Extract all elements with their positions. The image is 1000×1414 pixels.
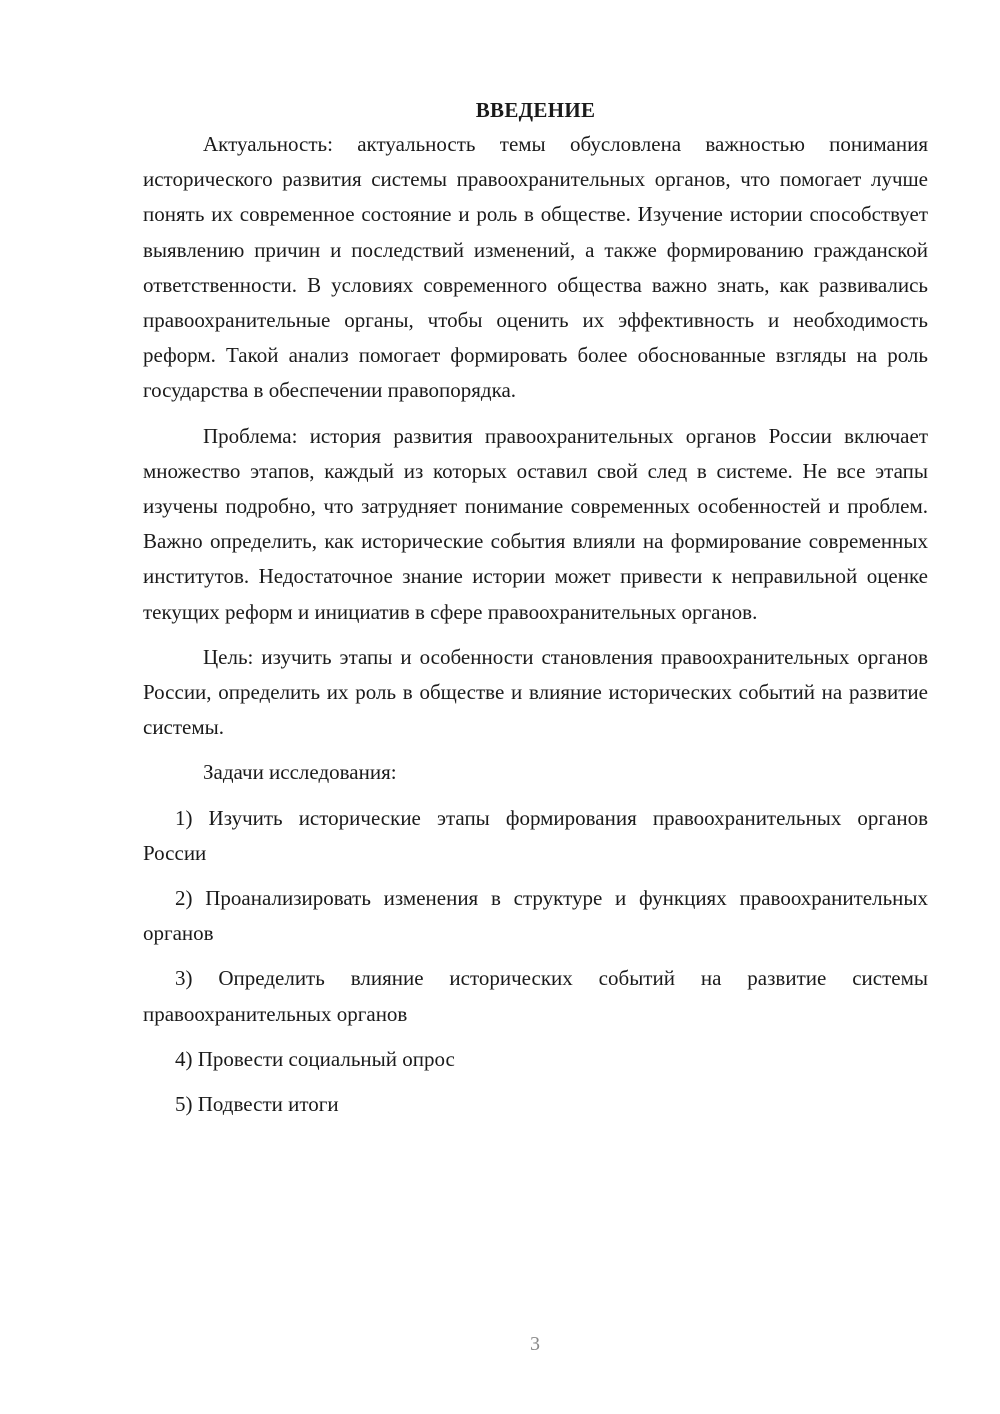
paragraph-tasks-heading: Задачи исследования: [203,760,397,785]
task-item-4: 4) Провести социальный опрос [175,1046,455,1071]
task-item-3: 3) Определить влияние исторических событий на развитие системы правоохранительных органов [143,966,928,1026]
task-item-1: 1) Изучить исторические этапы формирования правоохранительных органов России [143,805,928,865]
paragraph-relevance: Актуальность: актуальность темы обусловлена важностью понимания исторического развития системы правоохранительных органов, что помогает лучше понять их современное состояние и роль в обществе. Изучение истории способствует выявлению причин и последствий изменений, а также формированию гражданской ответственности. В условиях современного общества важно знать, как развивались правоохранительные органы, чтобы оценить их эффективность и необходимость реформ. Такой анализ помогает формировать более обоснованные взгляды на роль государства в обеспечении правопорядка. [143,132,928,403]
page-title: ВВЕДЕНИЕ [475,98,596,122]
task-item-2: 2) Проанализировать изменения в структуре и функциях правоохранительных органов [143,886,928,946]
task-item-5: 5) Подвести итоги [175,1092,339,1117]
document-body [143,92,928,1132]
page-number: 3 [530,1333,540,1355]
paragraph-problem: Проблема: история развития правоохранительных органов России включает множество этапов, каждый из которых оставил свой след в системе. Не все этапы изучены подробно, что затрудняет понимание современных особенностей и проблем. Важно определить, как исторические события влияли на формирование современных институтов. Недостаточное знание истории может привести к неправильной оценке текущих реформ и инициатив в сфере правоохранительных органов. [143,423,928,624]
paragraph-goal: Цель: изучить этапы и особенности становления правоохранительных органов России, определить их роль в обществе и влияние исторических событий на развитие системы. [143,644,928,740]
